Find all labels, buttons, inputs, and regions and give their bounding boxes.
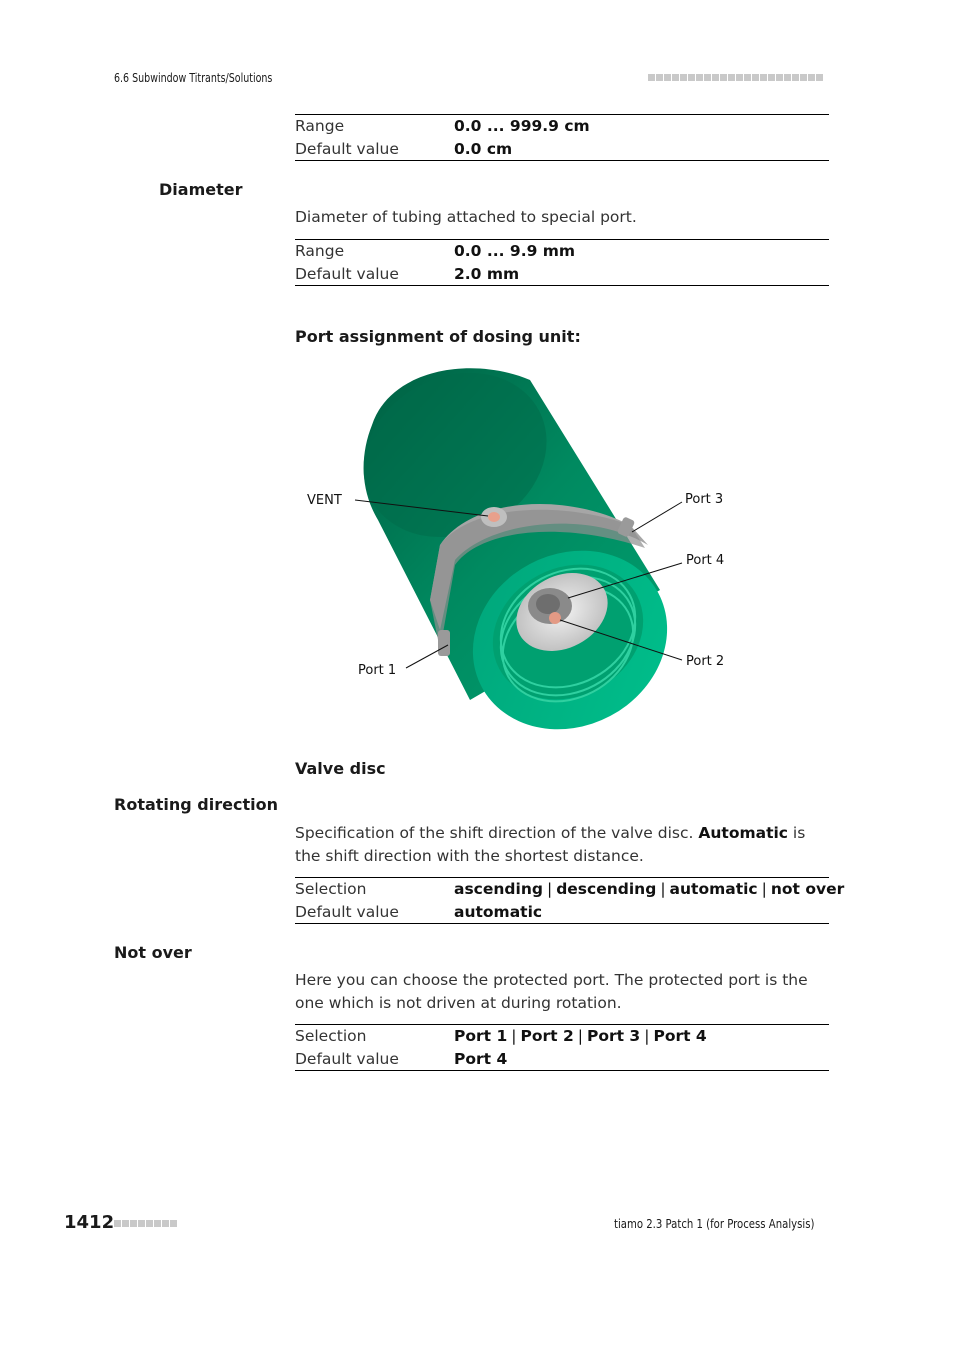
footer-decoration: [114, 1220, 177, 1227]
range-value: 0.0 ... 9.9 mm: [454, 242, 576, 260]
vent-hole: [488, 512, 500, 522]
port1-callout-line: [406, 645, 448, 668]
running-header-section: 6.6 Subwindow Titrants/Solutions: [114, 71, 273, 85]
default-value: automatic: [454, 902, 543, 921]
default-key: Default value: [295, 264, 399, 283]
option: Port 4: [653, 1027, 707, 1045]
figure-caption: Valve disc: [295, 759, 386, 778]
option: Port 1: [454, 1027, 508, 1045]
port4-label: Port 4: [686, 553, 725, 568]
not-over-description: Here you can choose the protected port. The protected port is the one which is not driven at during rotation.: [295, 971, 808, 1012]
rotating-direction-description: [295, 822, 835, 868]
description-emphasis: Automatic: [698, 824, 788, 842]
default-value: 2.0 mm: [454, 264, 520, 283]
description-text: is the shift direction with the shortest distance.: [295, 824, 806, 865]
table-row: [295, 901, 829, 924]
port2-hole: [549, 612, 561, 624]
valve-hub-center: [536, 594, 560, 614]
footer-product: tiamo 2.3 Patch 1 (for Process Analysis): [614, 1216, 815, 1231]
port3-callout-line: [632, 502, 682, 532]
diameter-description: Diameter of tubing attached to special port.: [295, 208, 637, 226]
port1-stud: [438, 630, 450, 656]
rotating-direction-heading: Rotating direction: [114, 795, 278, 814]
default-key: Default value: [295, 902, 399, 921]
table-row: [295, 878, 845, 901]
selection-options: ascending | descending | automatic | not over: [454, 880, 845, 898]
selection-options: Port 1 | Port 2 | Port 3 | Port 4: [454, 1027, 707, 1045]
not-over-table: [295, 1024, 829, 1071]
figure-heading: Port assignment of dosing unit:: [295, 327, 581, 346]
port3-label: Port 3: [685, 492, 724, 507]
range-key: Range: [295, 242, 345, 260]
default-key: Default value: [295, 1049, 399, 1068]
default-key: Default value: [295, 139, 399, 158]
page-number: 1412: [64, 1212, 115, 1233]
selection-key: Selection: [295, 880, 367, 898]
description-text: Specification of the shift direction of the valve disc.: [295, 824, 699, 842]
selection-key: Selection: [295, 1027, 367, 1045]
rotating-direction-table: [295, 877, 845, 924]
option: not over: [770, 880, 845, 898]
option: ascending: [454, 880, 543, 898]
range-value: 0.0 ... 999.9 cm: [454, 117, 590, 135]
range-key: Range: [295, 117, 345, 135]
port1-label: Port 1: [358, 663, 397, 678]
not-over-heading: Not over: [114, 943, 192, 962]
vent-label: VENT: [307, 493, 342, 508]
diameter-heading: Diameter: [159, 180, 243, 199]
table-row: [295, 1025, 829, 1048]
default-value: 0.0 cm: [454, 139, 513, 158]
option: Port 3: [586, 1027, 641, 1045]
option: Port 2: [520, 1027, 574, 1045]
default-value: Port 4: [454, 1049, 508, 1068]
table-row: [295, 1048, 829, 1071]
option: descending: [556, 880, 657, 898]
option: automatic: [669, 880, 758, 898]
port2-label: Port 2: [686, 654, 725, 669]
